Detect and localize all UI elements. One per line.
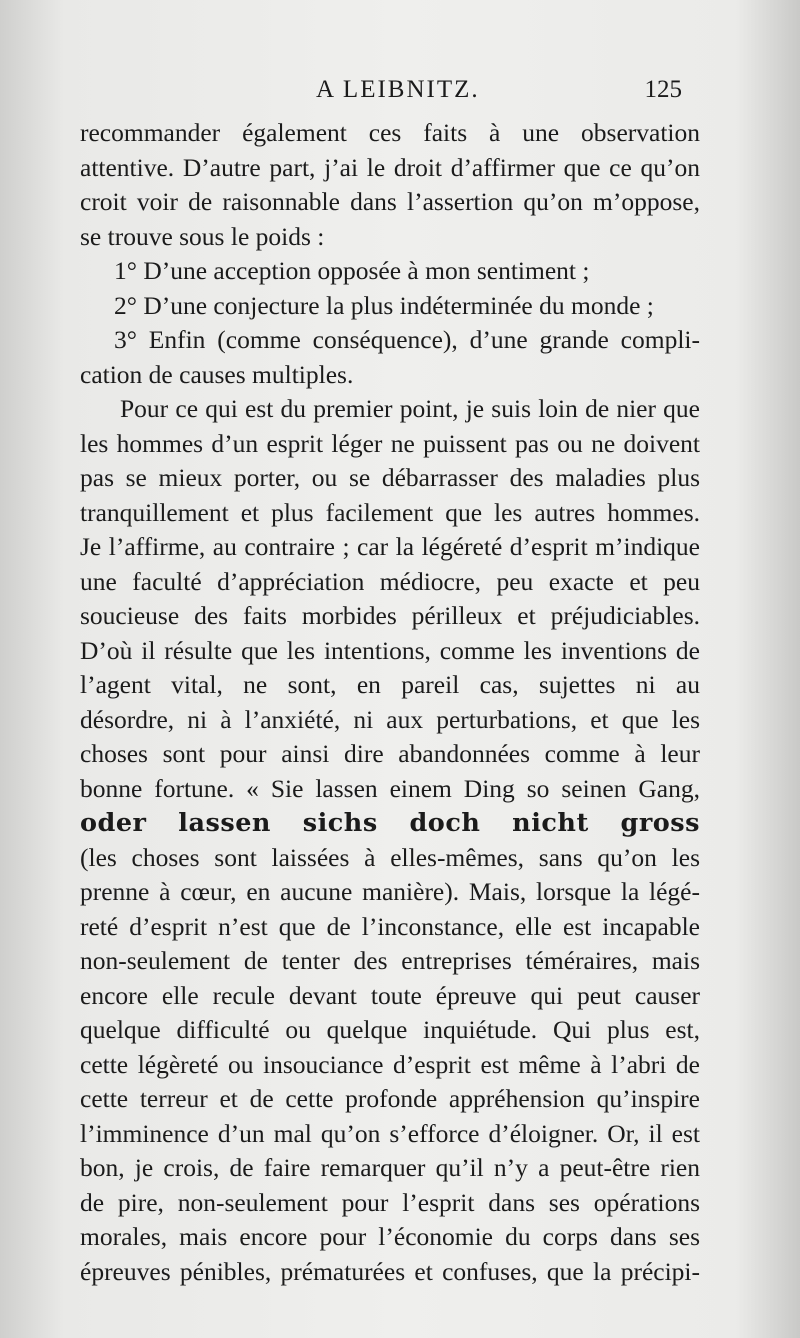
- list-item: 2° D’une conjecture la plus indéterminée du monde ;: [114, 290, 654, 320]
- text-line: se trouve sous le poids :: [80, 221, 325, 251]
- body-text: [80, 116, 700, 1289]
- text-line: bonne fortune. « Sie lassen einem Ding so seinen Gang,: [80, 773, 700, 803]
- text-line: non-seulement de tenter des entreprises téméraires, mais: [80, 946, 700, 975]
- text-line: Je l’affirme, au contraire ; car la légéreté d’esprit m’indique: [80, 532, 700, 561]
- text-line: l’imminence d’un mal qu’on s’efforce d’éloigner. Or, il est: [80, 1118, 700, 1148]
- text-line: épreuves pénibles, prématurées et confuses, que la précipi-: [80, 1256, 700, 1286]
- text-line: une faculté d’appréciation médiocre, peu exacte et peu: [80, 566, 700, 596]
- text-line: D’où il résulte que les intentions, comme les inventions de: [80, 635, 700, 665]
- text-line: encore elle recule devant toute épreuve qui peut causer: [80, 980, 700, 1010]
- text-line: recommander également ces faits à une observation: [80, 118, 700, 147]
- text-line: morales, mais encore pour l’économie du corps dans ses: [80, 1222, 700, 1251]
- text-line: pas se mieux porter, ou se débarrasser des maladies plus: [80, 463, 700, 492]
- text-line: choses sont pour ainsi dire abandonnées comme à leur: [80, 739, 700, 768]
- text-line: Pour ce qui est du premier point, je suis loin de nier que: [120, 394, 700, 423]
- text-line: cation de causes multiples.: [80, 359, 354, 389]
- list-item: 3° Enfin (comme conséquence), d’une grande compli-: [114, 325, 700, 354]
- text-line: l’agent vital, ne sont, en pareil cas, sujettes ni au: [80, 670, 700, 699]
- text-line: les hommes d’un esprit léger ne puissent pas ou ne doivent: [80, 428, 700, 458]
- text-line: désordre, ni à l’anxiété, ni aux perturbations, et que les: [80, 704, 700, 734]
- text-line: tranquillement et plus facilement que les autres hommes.: [80, 497, 700, 527]
- german-quote-line: oder lassen sichs doch nicht gross: [80, 808, 700, 838]
- text-line: prenne à cœur, en aucune manière). Mais, lorsque la légé-: [80, 877, 700, 906]
- text-line: soucieuse des faits morbides périlleux et préjudiciables.: [80, 601, 700, 630]
- text-line: croit voir de raisonnable dans l’assertion qu’on m’oppose,: [80, 187, 700, 216]
- page-number: 125: [644, 76, 682, 103]
- text-line: cette légèreté ou insouciance d’esprit est même à l’abri de: [80, 1049, 700, 1079]
- text-line: quelque difficulté ou quelque inquiétude. Qui plus est,: [80, 1015, 700, 1044]
- text-line: bon, je crois, de faire remarquer qu’il n’y a peut-être rien: [80, 1153, 700, 1182]
- text-line: cette terreur et de cette profonde appréhension qu’inspire: [80, 1084, 700, 1113]
- running-head: A LEIBNITZ.: [316, 76, 480, 103]
- page-header: [80, 76, 682, 112]
- list-item: 1° D’une acception opposée à mon sentiment ;: [114, 256, 590, 285]
- text-line: attentive. D’autre part, j’ai le droit d’affirmer que ce qu’on: [80, 152, 700, 182]
- text-line: reté d’esprit n’est que de l’inconstance, elle est incapable: [80, 911, 700, 941]
- text-line: (les choses sont laissées à elles-mêmes, sans qu’on les: [80, 842, 700, 872]
- text-line: de pire, non-seulement pour l’esprit dans ses opérations: [80, 1187, 700, 1217]
